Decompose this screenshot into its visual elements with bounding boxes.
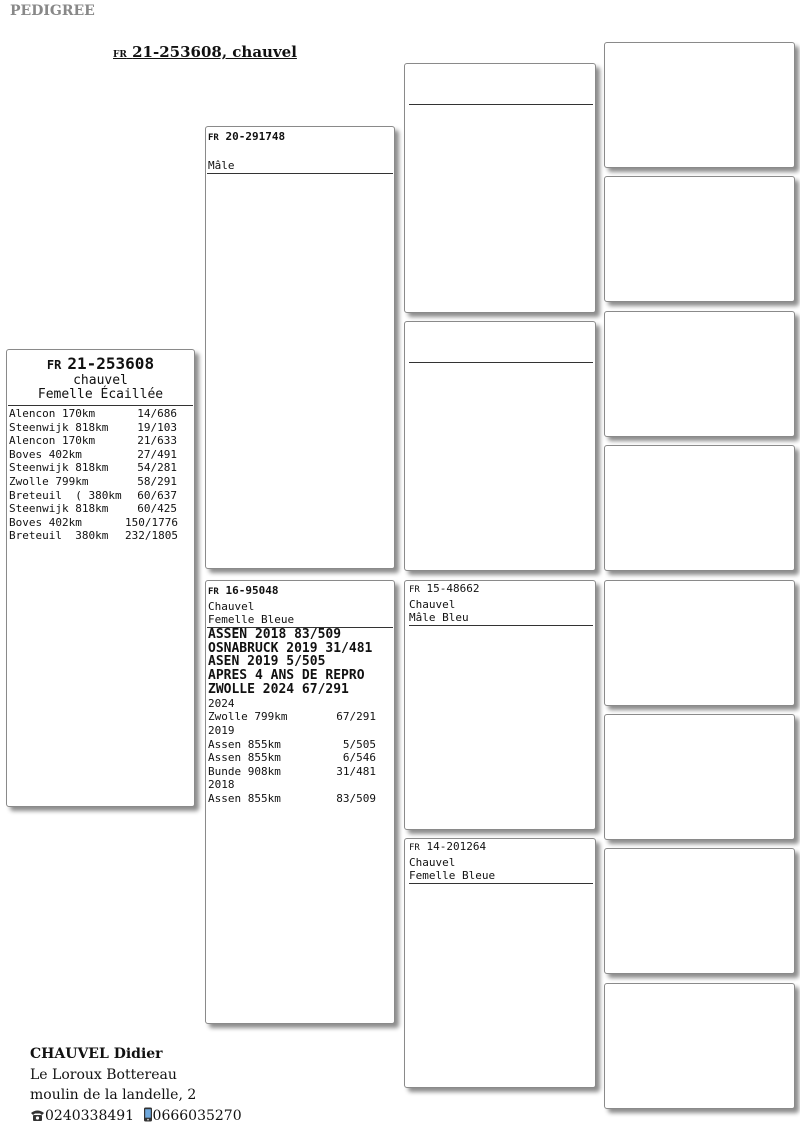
result-row: Assen 855km 5/505 <box>208 737 376 751</box>
great-grandparent-card <box>604 42 795 168</box>
subject-card <box>6 349 195 807</box>
mobile-phone-icon <box>143 1107 153 1129</box>
result-row: Breteuil 380km 232/1805 <box>9 529 178 543</box>
sire-description: Mâle <box>208 159 235 173</box>
dam-sire-card <box>404 580 596 830</box>
sire-ring-line: FR 20-291748 <box>208 130 286 143</box>
result-row: Bunde 908km 31/481 <box>208 764 376 778</box>
remark-line: OSNABRUCK 2019 31/481 <box>208 640 373 656</box>
subject-name: chauvel <box>73 373 128 388</box>
dam-ring-line: FR 16-95048 <box>208 584 279 597</box>
dam-sire-ring: 15-48662 <box>426 582 480 595</box>
result-row: Boves 402km 150/1776 <box>9 515 178 529</box>
owner-mobile: 0666035270 <box>152 1107 242 1124</box>
result-row: Alencon 170km 14/686 <box>9 407 177 420</box>
year-heading: 2024 <box>208 696 235 710</box>
telephone-icon <box>30 1108 45 1129</box>
subject-results <box>7 407 194 543</box>
remark-line: ASEN 2019 5/505 <box>208 654 326 670</box>
owner-phones <box>30 1106 242 1129</box>
subject-country: FR <box>46 358 62 372</box>
owner-address: moulin de la landelle, 2 <box>30 1087 197 1103</box>
dam-card <box>205 580 395 1024</box>
great-grandparent-card <box>604 848 795 974</box>
great-grandparent-card <box>604 311 795 437</box>
dam-dam-separator <box>409 883 593 884</box>
result-row: Assen 855km 6/546 <box>208 751 376 765</box>
sire-card <box>205 126 395 569</box>
great-grandparent-card <box>604 580 795 706</box>
sire-sire-separator <box>409 104 593 105</box>
result-row: Steenwijk 818km 19/103 <box>9 420 177 434</box>
sire-sire-card <box>404 63 596 313</box>
great-grandparent-card <box>604 445 795 571</box>
result-row: Assen 855km 83/509 <box>208 791 376 805</box>
result-row: Zwolle 799km 67/291 <box>208 710 376 724</box>
result-row: Breteuil ( 380km 60/637 <box>9 488 177 502</box>
dam-dam-name: Chauvel <box>409 855 456 869</box>
great-grandparent-card <box>604 714 795 840</box>
dam-ring: 16-95048 <box>225 584 279 597</box>
result-row: Boves 402km 27/491 <box>9 447 177 461</box>
subject-ring-line <box>7 355 194 374</box>
subject-separator <box>8 405 193 406</box>
owner-city: Le Loroux Bottereau <box>30 1066 177 1083</box>
sire-dam-card <box>404 321 596 571</box>
result-row: Zwolle 799km 58/291 <box>9 474 177 488</box>
sire-dam-separator <box>409 362 593 363</box>
subject-description: Femelle Écaillée <box>37 387 164 402</box>
title-country: FR <box>113 50 127 60</box>
sire-name <box>206 146 394 160</box>
result-row: Steenwijk 818km 54/281 <box>9 461 177 475</box>
great-grandparent-card <box>604 176 795 302</box>
owner-block <box>30 1044 242 1128</box>
remark-line: ASSEN 2018 83/509 <box>208 626 342 642</box>
dam-dam-description: Femelle Bleue <box>409 869 496 883</box>
year-heading: 2018 <box>208 778 235 792</box>
great-grandparent-card <box>604 983 795 1109</box>
dam-sire-name: Chauvel <box>409 597 456 611</box>
dam-sire-ring-line: FR 15-48662 <box>409 582 480 595</box>
owner-name: CHAUVEL Didier <box>30 1046 163 1062</box>
document-header: PEDIGREE <box>10 3 95 19</box>
remark-line: APRES 4 ANS DE REPRO <box>208 668 365 684</box>
page-title <box>113 43 297 61</box>
dam-description: Femelle Bleue <box>208 613 295 627</box>
result-row: Alencon 170km 21/633 <box>9 434 177 448</box>
dam-remarks <box>206 628 394 697</box>
dam-dam-card <box>404 838 596 1088</box>
sire-separator <box>207 173 393 174</box>
dam-dam-ring: 14-201264 <box>426 840 487 853</box>
result-row: Steenwijk 818km 60/425 <box>9 502 177 516</box>
owner-phone: 0240338491 <box>45 1107 135 1124</box>
subject-ring: 21-253608 <box>67 354 155 373</box>
sire-ring: 20-291748 <box>225 130 286 143</box>
dam-dam-ring-line: FR 14-201264 <box>409 840 487 853</box>
year-heading: 2019 <box>208 723 235 737</box>
dam-sire-separator <box>409 625 593 626</box>
dam-sire-description: Mâle Bleu <box>409 611 469 625</box>
remark-line: ZWOLLE 2024 67/291 <box>208 681 349 697</box>
title-ring: 21-253608, chauvel <box>132 43 297 61</box>
dam-name: Chauvel <box>208 599 255 613</box>
